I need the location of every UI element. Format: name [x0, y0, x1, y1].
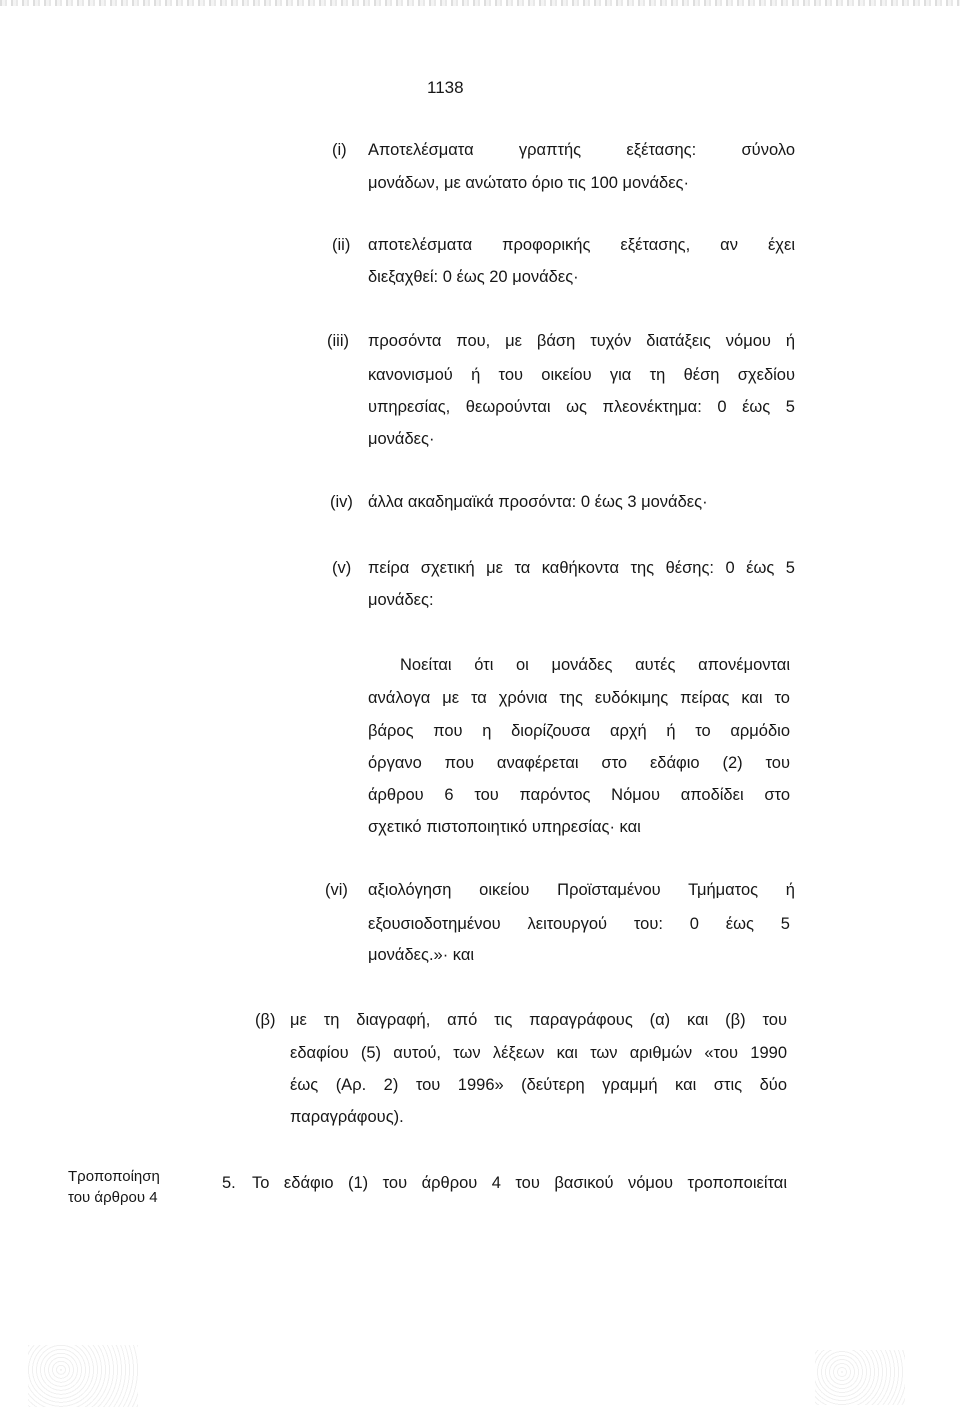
- item-i-line-1: Αποτελέσματα γραπτής εξέτασης: σύνολο: [368, 141, 795, 159]
- item-iii-label: (iii): [327, 332, 349, 350]
- proviso-line-6: σχετικό πιστοποιητικό υπηρεσίας· και: [368, 818, 641, 836]
- item-ii-label: (ii): [332, 236, 351, 254]
- item-vi-label: (vi): [325, 881, 348, 899]
- proviso-line-3: βάρος που η διορίζουσα αρχή ή το αρμόδιο: [368, 722, 790, 740]
- proviso-line-4: όργανο που αναφέρεται στο εδάφιο (2) του: [368, 754, 790, 772]
- scan-speckle-left: [28, 1345, 138, 1407]
- scan-edge: [0, 0, 960, 6]
- margin-note-line-2: του άρθρου 4: [68, 1189, 158, 1206]
- item-iii-line-4: μονάδες·: [368, 430, 435, 448]
- paragraph-b-label: (β): [255, 1011, 276, 1029]
- item-iii-line-3: υπηρεσίας, θεωρούνται ως πλεονέκτημα: 0 έως 5: [368, 398, 795, 416]
- item-i-line-2: μονάδων, με ανώτατο όριο τις 100 μονάδες·: [368, 174, 689, 192]
- item-iii-line-1: προσόντα που, με βάση τυχόν διατάξεις νόμου ή: [368, 332, 795, 350]
- item-vi-line-1: αξιολόγηση οικείου Προϊσταμένου Τμήματος ή: [368, 881, 795, 899]
- item-ii-line-1: αποτελέσματα προφορικής εξέτασης, αν έχει: [368, 236, 795, 254]
- proviso-line-5: άρθρου 6 του παρόντος Νόμου αποδίδει στο: [368, 786, 790, 804]
- item-vi-line-2: εξουσιοδοτημένου λειτουργού του: 0 έως 5: [368, 915, 790, 933]
- item-vi-line-3: μονάδες.»· και: [368, 946, 475, 964]
- item-v-line-1: πείρα σχετική με τα καθήκοντα της θέσης: 0 έως 5: [368, 559, 795, 577]
- paragraph-b-line-1: με τη διαγραφή, από τις παραγράφους (α) και (β) του: [290, 1011, 787, 1029]
- item-iv-label: (iv): [330, 493, 353, 511]
- item-iii-line-2: κανονισμού ή του οικείου για τη θέση σχεδίου: [368, 366, 795, 384]
- section-5-line-1: Το εδάφιο (1) του άρθρου 4 του βασικού νόμου τροποποιείται: [252, 1174, 787, 1192]
- proviso-line-2: ανάλογα με τα χρόνια της ευδόκιμης πείρας και το: [368, 689, 790, 707]
- paragraph-b-line-2: εδαφίου (5) αυτού, των λέξεων και των αριθμών «του 1990: [290, 1044, 787, 1062]
- item-ii-line-2: διεξαχθεί: 0 έως 20 μονάδες·: [368, 268, 579, 286]
- item-iv-line-1: άλλα ακαδημαϊκά προσόντα: 0 έως 3 μονάδες·: [368, 493, 708, 511]
- item-v-line-2: μονάδες:: [368, 591, 434, 609]
- item-i-label: (i): [332, 141, 347, 159]
- proviso-line-1: Νοείται ότι οι μονάδες αυτές απονέμονται: [400, 656, 790, 674]
- page-number: 1138: [427, 78, 464, 97]
- margin-note-line-1: Τροποποίηση: [68, 1168, 160, 1185]
- section-5-label: 5.: [222, 1174, 236, 1192]
- paragraph-b-line-3: έως (Αρ. 2) του 1996» (δεύτερη γραμμή και στις δύο: [290, 1076, 787, 1094]
- scan-speckle-right: [815, 1350, 905, 1405]
- paragraph-b-line-4: παραγράφους).: [290, 1108, 404, 1126]
- item-v-label: (v): [332, 559, 352, 577]
